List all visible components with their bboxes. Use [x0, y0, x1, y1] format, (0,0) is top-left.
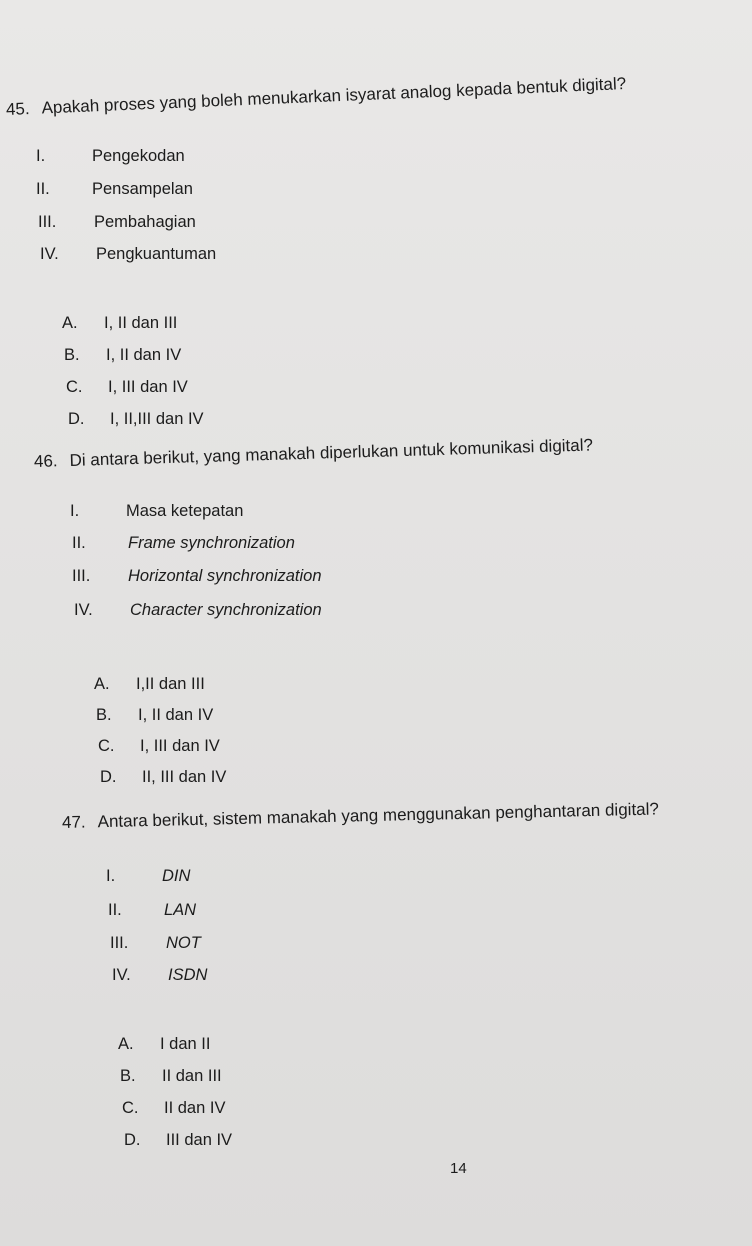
question-47-title [62, 799, 659, 833]
item-numeral: IV. [74, 601, 93, 619]
q46-item-3 [72, 567, 322, 586]
q47-option-c [122, 1099, 225, 1118]
q46-option-c [98, 737, 220, 756]
question-text: Apakah proses yang boleh menukarkan isyarat analog kepada bentuk digital? [41, 74, 627, 118]
question-number: 46. [33, 451, 58, 471]
item-text: Frame synchronization [128, 534, 295, 552]
item-text: DIN [162, 867, 191, 885]
item-numeral: I. [106, 867, 116, 885]
option-text: I, II dan IV [106, 346, 182, 364]
q45-option-d [68, 410, 204, 429]
item-text: Pengekodan [92, 147, 185, 165]
option-text: III dan IV [166, 1131, 233, 1149]
q45-option-c [66, 378, 188, 397]
q47-option-b [120, 1067, 222, 1086]
item-numeral: III. [38, 213, 57, 231]
option-text: I, II dan IV [138, 706, 214, 724]
q45-item-4 [40, 245, 216, 264]
q47-option-a [118, 1035, 210, 1054]
item-text: Masa ketepatan [126, 502, 244, 520]
q46-item-2 [72, 534, 295, 553]
option-letter: A. [94, 675, 110, 693]
option-letter: B. [120, 1067, 136, 1085]
option-text: I, III dan IV [140, 737, 220, 755]
item-text: ISDN [168, 966, 208, 984]
item-numeral: II. [72, 534, 86, 552]
option-letter: D. [68, 410, 85, 428]
q46-item-4 [74, 601, 322, 620]
q45-option-b [64, 346, 181, 365]
option-letter: C. [122, 1099, 139, 1117]
q47-item-1 [106, 867, 190, 886]
item-text: NOT [166, 934, 201, 952]
item-numeral: III. [72, 567, 91, 585]
option-text: I,II dan III [136, 675, 205, 693]
question-text: Antara berikut, sistem manakah yang menggunakan penghantaran digital? [97, 799, 660, 832]
option-text: I, III dan IV [108, 378, 188, 396]
question-text: Di antara berikut, yang manakah diperlukan untuk komunikasi digital? [69, 435, 594, 470]
option-letter: A. [118, 1035, 134, 1053]
q45-item-3 [38, 213, 196, 232]
question-number: 47. [61, 812, 86, 832]
question-45-title [6, 74, 627, 120]
option-text: I dan II [160, 1035, 211, 1053]
question-46-title [34, 435, 594, 472]
item-numeral: I. [36, 147, 46, 165]
question-number: 45. [5, 99, 30, 119]
item-text: Pembahagian [94, 213, 196, 231]
option-letter: B. [64, 346, 80, 364]
item-numeral: IV. [40, 245, 59, 263]
q46-item-1 [70, 502, 243, 521]
option-text: I, II,III dan IV [110, 410, 204, 428]
option-text: II dan IV [164, 1099, 226, 1117]
item-numeral: I. [70, 502, 80, 520]
q47-item-4 [112, 966, 207, 985]
item-numeral: IV. [112, 966, 131, 984]
option-letter: D. [100, 768, 117, 786]
item-numeral: III. [110, 934, 129, 952]
item-text: Pensampelan [92, 180, 193, 198]
option-letter: A. [62, 314, 78, 332]
item-numeral: II. [108, 901, 122, 919]
q47-item-2 [108, 901, 196, 920]
option-text: I, II dan III [104, 314, 178, 332]
q47-option-d [124, 1131, 232, 1150]
q46-option-d [100, 768, 226, 787]
option-letter: C. [66, 378, 83, 396]
option-letter: B. [96, 706, 112, 724]
q46-option-a [94, 675, 205, 694]
item-text: Horizontal synchronization [128, 567, 322, 585]
page-number: 14 [450, 1160, 467, 1177]
option-letter: D. [124, 1131, 141, 1149]
q45-item-1 [36, 147, 185, 166]
q45-item-2 [36, 180, 193, 199]
q47-item-3 [110, 934, 201, 953]
item-text: Pengkuantuman [96, 245, 217, 263]
item-text: LAN [164, 901, 197, 919]
option-text: II dan III [162, 1067, 222, 1085]
q46-option-b [96, 706, 213, 725]
item-text: Character synchronization [130, 601, 322, 619]
option-text: II, III dan IV [142, 768, 227, 786]
q45-option-a [62, 314, 177, 333]
item-numeral: II. [36, 180, 50, 198]
option-letter: C. [98, 737, 115, 755]
